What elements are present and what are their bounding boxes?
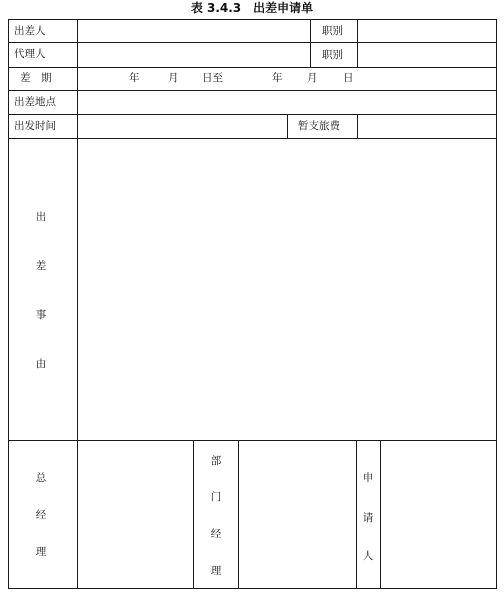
traveler-label: 出差人 (14, 25, 46, 37)
col-line (310, 19, 311, 67)
proxy-position-field[interactable] (358, 43, 496, 67)
dept-char: 部 (210, 455, 222, 467)
period-year-start: 年 (129, 72, 140, 84)
period-day-to: 日至 (202, 72, 223, 84)
proxy-label: 代理人 (14, 48, 46, 60)
reason-char: 事 (35, 309, 47, 321)
gm-char: 总 (35, 472, 47, 484)
reason-char: 差 (35, 260, 47, 272)
applicant-signature-field[interactable] (381, 441, 496, 588)
reason-char: 出 (35, 211, 47, 223)
position-label: 职别 (322, 25, 343, 37)
applicant-char: 申 (362, 472, 374, 484)
col-line (193, 440, 194, 589)
gm-char: 经 (35, 509, 47, 521)
period-month-end: 月 (307, 72, 318, 84)
department-manager-signature-field[interactable] (239, 441, 356, 588)
departure-field[interactable] (78, 115, 287, 138)
advance-field[interactable] (358, 115, 496, 138)
traveler-field[interactable] (78, 20, 310, 42)
applicant-char: 请 (362, 512, 374, 524)
applicant-char: 人 (362, 550, 374, 562)
dept-char: 经 (210, 528, 222, 540)
col-line (356, 440, 357, 589)
row-line (8, 588, 497, 589)
form-number: 表 3.4.3 (190, 1, 242, 15)
col-line (287, 114, 288, 138)
reason-char: 由 (35, 358, 47, 370)
proxy-field[interactable] (78, 43, 310, 67)
departure-label: 出发时间 (14, 120, 56, 132)
location-label: 出差地点 (14, 96, 56, 108)
location-field[interactable] (78, 91, 496, 114)
form-name: 出差申请单 (253, 1, 314, 15)
position-label: 职别 (322, 49, 343, 61)
col-line (8, 19, 9, 589)
traveler-position-field[interactable] (358, 20, 496, 42)
col-line (496, 19, 497, 589)
general-manager-signature-field[interactable] (78, 441, 193, 588)
advance-label: 暂支旅费 (298, 120, 340, 132)
dept-char: 理 (210, 565, 222, 577)
period-year-end: 年 (272, 72, 283, 84)
period-month-start: 月 (168, 72, 179, 84)
dept-char: 门 (210, 491, 222, 503)
period-field[interactable] (78, 68, 496, 90)
period-label: 差 期 (20, 72, 52, 84)
period-day-end: 日 (343, 72, 354, 84)
reason-field[interactable] (78, 139, 496, 440)
gm-char: 理 (35, 546, 47, 558)
